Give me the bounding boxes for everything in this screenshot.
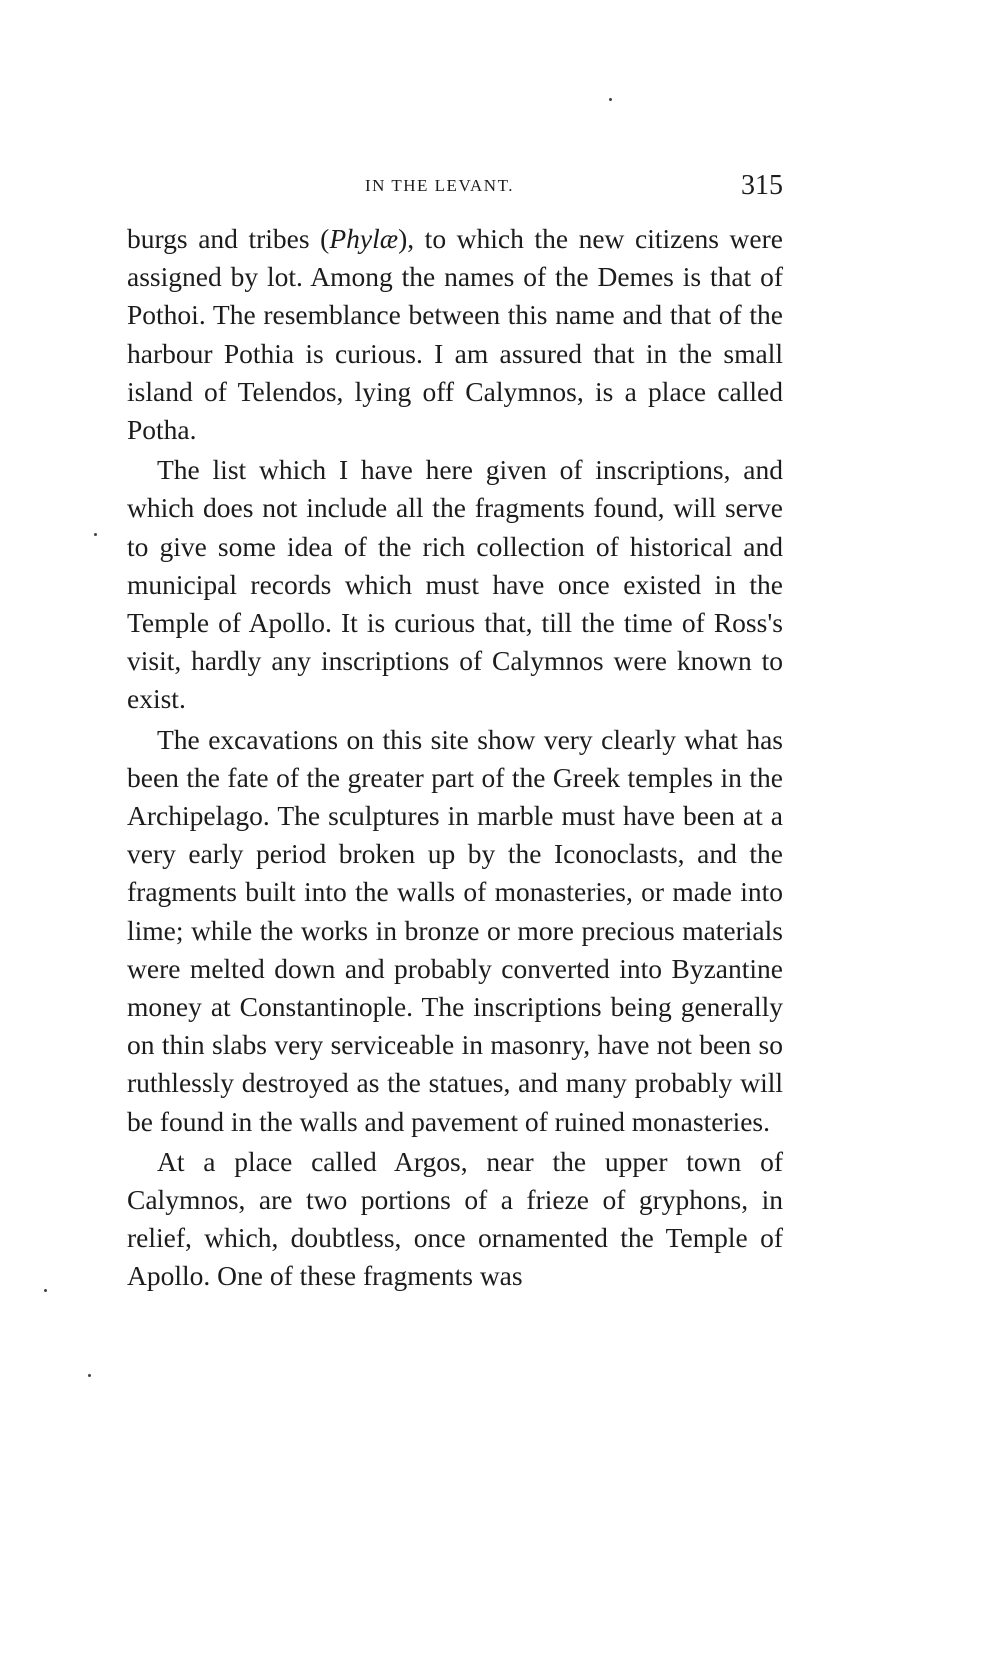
stray-mark xyxy=(609,98,612,101)
paragraph-4: At a place called Argos, near the upper town of Calymnos, are two portions of a frieze of gryphons, in relief, which, doubtless, once ornamented the Temple of Apollo. One of these fragments was xyxy=(127,1145,783,1292)
stray-mark xyxy=(94,533,97,536)
stray-mark xyxy=(44,1289,47,1292)
stray-mark xyxy=(88,1374,91,1377)
body-text xyxy=(127,220,783,1298)
paragraph-3: The excavations on this site show very clearly what has been the fate of the greater part of the Greek temples in the Archipelago. The sculptures in marble must have been at a very early period broken up by the Iconoclasts, and the fragments built into the walls of monasteries, or made into lime; while the works in bronze or more precious materials were melted down and probably converted into Byzantine money at Constantinople. The inscriptions being generally on thin slabs very serviceable in masonry, have not been so ruthlessly destroyed as the statues, and many probably will be found in the walls and pavement of ruined monasteries. xyxy=(127,723,783,1137)
paragraph-1 xyxy=(127,220,783,449)
paragraph-1-after: ), to which the new citizens were assigned by lot. Among the names of the Demes is that of Pothoi. The resemblance between this name and that of the harbour Pothia is curious. I am assured that in the small island of Telendos, lying off Calymnos, is a place called Potha. xyxy=(127,223,783,446)
paragraph-2: The list which I have here given of inscriptions, and which does not include all the fragments found, will serve to give some idea of the rich collection of historical and municipal records which must have once existed in the Temple of Apollo. It is curious that, till the time of Ross's visit, hardly any inscriptions of Calymnos were known to exist. xyxy=(127,454,783,715)
page-number: 315 xyxy=(741,170,783,201)
running-title: IN THE LEVANT. xyxy=(365,176,514,195)
running-head xyxy=(125,170,783,210)
paragraph-1-before: burgs and tribes ( xyxy=(127,223,330,254)
paragraph-1-italic: Phylæ xyxy=(329,223,399,254)
